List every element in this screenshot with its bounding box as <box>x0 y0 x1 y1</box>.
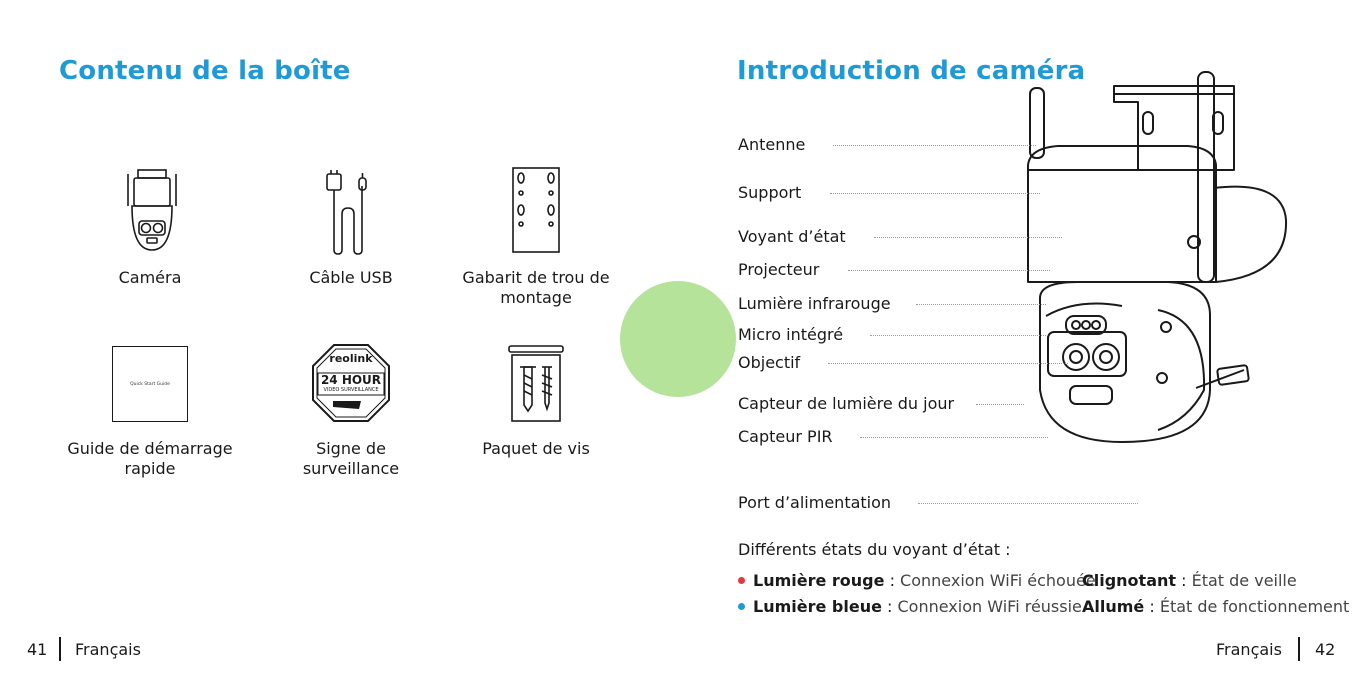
leader-status-light <box>874 237 1062 238</box>
item-label-quick-start-guide: Guide de démarrage rapide <box>67 439 233 478</box>
leader-support <box>830 193 1040 194</box>
states-title: Différents états du voyant d’état : <box>738 540 1011 559</box>
mode-row-on <box>1082 597 1349 616</box>
red-dot-icon <box>738 577 745 584</box>
state-blue-name: Lumière bleue <box>753 597 882 616</box>
usb-cable-icon <box>321 168 381 256</box>
quick-start-guide-icon <box>112 346 188 422</box>
item-label-surveillance-sign: Signe de surveillance <box>302 439 400 478</box>
state-row-blue <box>738 597 1082 616</box>
left-footer-language: Français <box>75 640 141 659</box>
state-row-red <box>738 571 1096 590</box>
callout-daylight-sensor: Capteur de lumière du jour <box>738 394 955 413</box>
callout-support: Support <box>738 183 802 202</box>
callout-antenna: Antenne <box>738 135 806 154</box>
right-page-title: Introduction de caméra <box>737 56 1086 86</box>
right-page-number: 42 <box>1315 640 1336 659</box>
leader-pir-sensor <box>860 437 1048 438</box>
mode-on-desc: État de fonctionnement <box>1159 597 1350 616</box>
state-red-name: Lumière rouge <box>753 571 885 590</box>
leader-power-port <box>918 503 1138 504</box>
state-blue-separator: : <box>881 597 898 616</box>
leader-antenna <box>833 145 1036 146</box>
state-red-desc: Connexion WiFi échouée <box>900 571 1096 590</box>
mounting-template-icon <box>511 166 561 254</box>
leader-daylight-sensor <box>976 404 1024 405</box>
state-blue-desc: Connexion WiFi réussie <box>897 597 1082 616</box>
mode-on-name: Allumé <box>1082 597 1145 616</box>
sign-headline: 24 HOUR <box>320 373 382 387</box>
blue-dot-icon <box>738 603 745 610</box>
callout-microphone: Micro intégré <box>738 325 844 344</box>
item-label-usb-cable: Câble USB <box>309 268 393 287</box>
left-footer-divider <box>59 637 61 661</box>
surveillance-sign-icon <box>311 343 391 423</box>
leader-infrared <box>916 304 1046 305</box>
mode-blinking-separator: : <box>1176 571 1192 590</box>
callout-spotlight: Projecteur <box>738 260 820 279</box>
sign-subheadline: VIDEO SURVEILLANCE <box>323 387 379 393</box>
callout-infrared: Lumière infrarouge <box>738 294 891 313</box>
callout-power-port: Port d’alimentation <box>738 493 892 512</box>
item-label-screw-pack: Paquet de vis <box>482 439 590 458</box>
item-label-mounting-template: Gabarit de trou de montage <box>462 268 610 307</box>
mode-row-blinking <box>1082 571 1297 590</box>
mode-on-separator: : <box>1144 597 1160 616</box>
screw-pack-icon <box>508 345 564 423</box>
item-label-camera: Caméra <box>118 268 182 287</box>
leader-microphone <box>870 335 1048 336</box>
right-footer-language: Français <box>1216 640 1282 659</box>
state-red-separator: : <box>884 571 901 590</box>
left-page-number: 41 <box>27 640 48 659</box>
callout-pir-sensor: Capteur PIR <box>738 427 833 446</box>
leader-lens <box>828 363 1068 364</box>
camera-illustration <box>1018 70 1293 460</box>
right-footer-divider <box>1298 637 1300 661</box>
leader-spotlight <box>848 270 1050 271</box>
marker-circle <box>620 281 736 397</box>
callout-status-light: Voyant d’état <box>738 227 846 246</box>
mode-blinking-name: Clignotant <box>1082 571 1177 590</box>
sign-brand: reolink <box>329 352 373 365</box>
callout-lens: Objectif <box>738 353 801 372</box>
guide-cover-text: Quick Start Guide <box>130 381 170 387</box>
camera-icon <box>122 166 182 256</box>
left-page-title: Contenu de la boîte <box>59 56 351 86</box>
mode-blinking-desc: État de veille <box>1191 571 1297 590</box>
